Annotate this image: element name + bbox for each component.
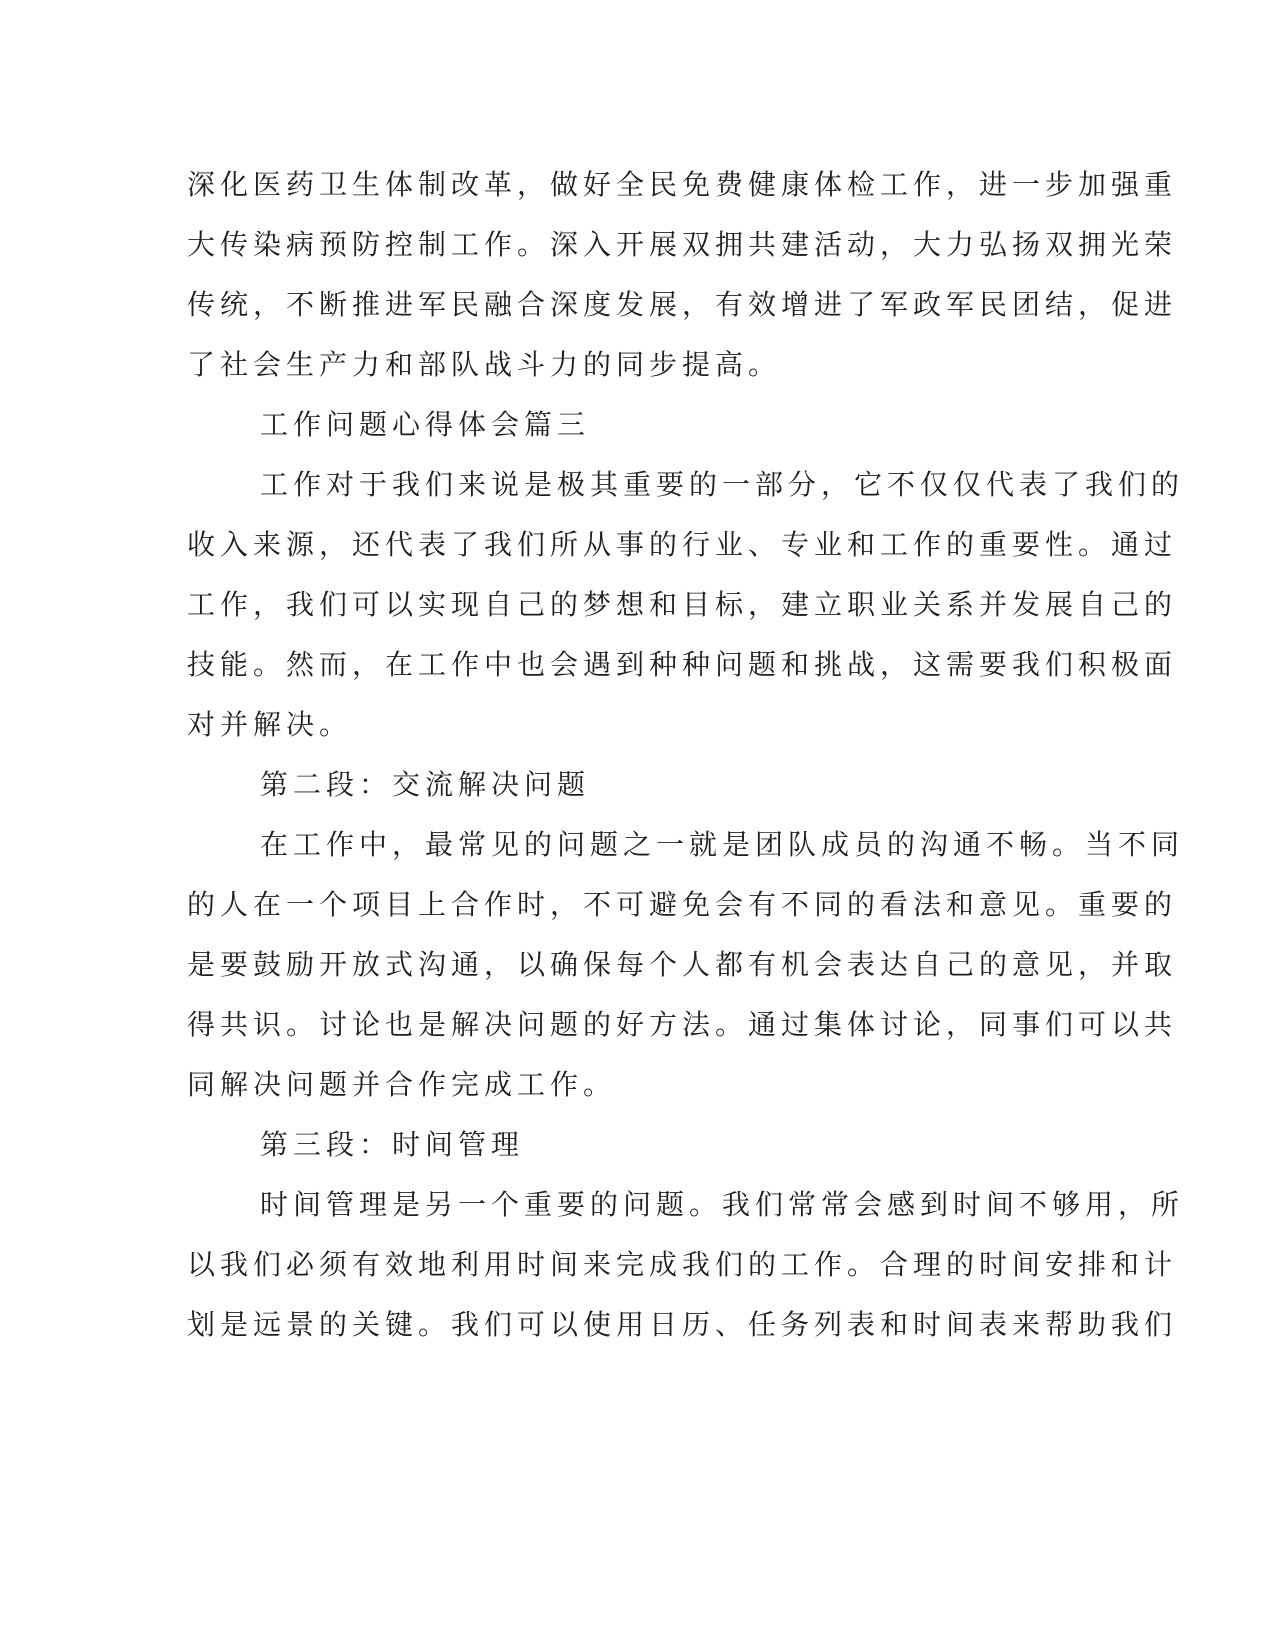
paragraph-line: 以我们必须有效地利用时间来完成我们的工作。合理的时间安排和计 [187,1248,1178,1281]
paragraph-line: 工作对于我们来说是极其重要的一部分，它不仅仅代表了我们的 [260,468,1185,501]
section-heading: 第三段：时间管理 [260,1128,525,1161]
paragraph-line: 收入来源，还代表了我们所从事的行业、专业和工作的重要性。通过 [187,528,1178,561]
section-heading: 工作问题心得体会篇三 [260,408,591,441]
document-body [187,155,1185,1355]
paragraph-line: 时间管理是另一个重要的问题。我们常常会感到时间不够用，所 [260,1188,1185,1221]
paragraph-line: 在工作中，最常见的问题之一就是团队成员的沟通不畅。当不同 [260,828,1185,861]
paragraph-line: 得共识。讨论也是解决问题的好方法。通过集体讨论，同事们可以共 [187,1008,1178,1041]
paragraph-line: 工作，我们可以实现自己的梦想和目标，建立职业关系并发展自己的 [187,588,1178,621]
paragraph-line: 深化医药卫生体制改革，做好全民免费健康体检工作，进一步加强重 [187,168,1178,201]
paragraph-line: 大传染病预防控制工作。深入开展双拥共建活动，大力弘扬双拥光荣 [187,228,1178,261]
paragraph-line: 对并解决。 [187,708,353,741]
paragraph-line: 划是远景的关键。我们可以使用日历、任务列表和时间表来帮助我们 [187,1308,1178,1341]
paragraph-line: 了社会生产力和部队战斗力的同步提高。 [187,348,782,381]
paragraph-line: 传统，不断推进军民融合深度发展，有效增进了军政军民团结，促进 [187,288,1178,321]
paragraph-line: 的人在一个项目上合作时，不可避免会有不同的看法和意见。重要的 [187,888,1178,921]
paragraph-line: 技能。然而，在工作中也会遇到种种问题和挑战，这需要我们积极面 [187,648,1178,681]
paragraph-line: 是要鼓励开放式沟通，以确保每个人都有机会表达自己的意见，并取 [187,948,1178,981]
section-heading: 第二段：交流解决问题 [260,768,591,801]
paragraph-line: 同解决问题并合作完成工作。 [187,1068,617,1101]
